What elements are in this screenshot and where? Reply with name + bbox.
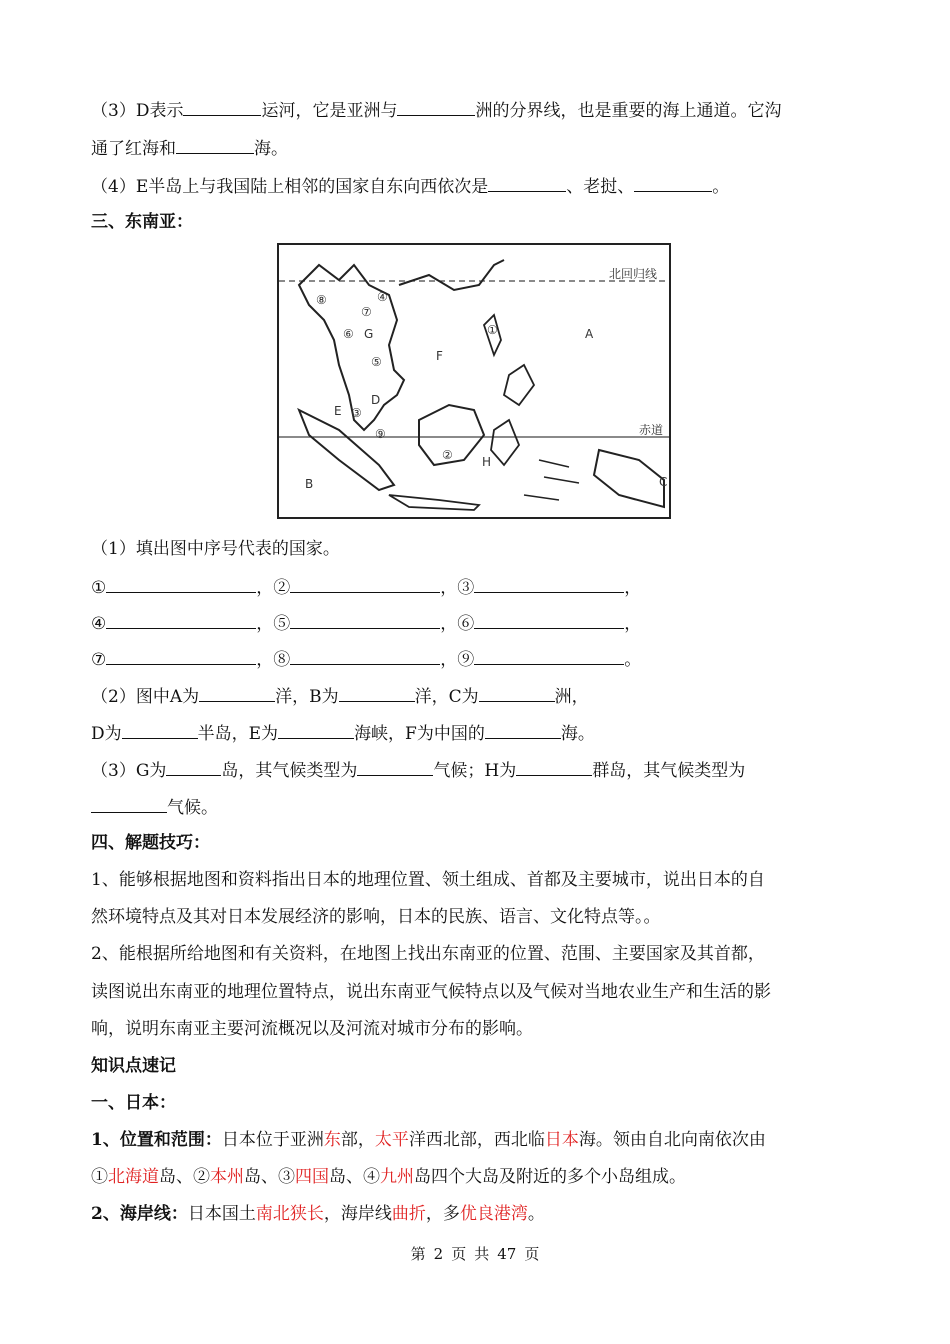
china-coastline	[399, 260, 504, 290]
fill-row-1: ① ，② ，③ ，	[91, 574, 641, 600]
section-title-tips: 四、解题技巧：	[91, 833, 210, 853]
map-number-2: ②	[442, 448, 453, 462]
answer-blank[interactable]	[357, 757, 433, 776]
total-pages: 47	[497, 1245, 517, 1263]
ocean-label-a: A	[585, 327, 594, 341]
sea-q2-line-1: （2）图中A为 洋，B为 洋，C为 洲，	[91, 683, 589, 709]
southeast-asia-map	[277, 243, 671, 519]
mindanao-outline	[504, 365, 534, 405]
knowledge-title: 知识点速记	[91, 1056, 176, 1076]
answer-blank[interactable]	[397, 97, 475, 116]
sulawesi-outline	[491, 420, 519, 465]
fill-row-3: ⑦ ，⑧ ，⑨ 。	[91, 646, 641, 672]
equator-label: 赤道	[639, 423, 664, 437]
tip-1-line-1: 1、能够根据地图和资料指出日本的地理位置、领土组成、首都及主要城市，说出日本的自	[91, 870, 765, 890]
map-number-4: ④	[377, 290, 388, 304]
tip-1-line-2: 然环境特点及其对日本发展经济的影响，日本的民族、语言、文化特点等。。	[91, 907, 661, 927]
map-number-6: ⑥	[343, 327, 354, 341]
islands-label-h: H	[482, 455, 492, 469]
answer-blank[interactable]	[122, 720, 198, 739]
answer-blank[interactable]	[176, 135, 254, 154]
sea-q2-line-2: D为 半岛，E为 海峡，F为中国的 海。	[91, 720, 595, 746]
sea-q3-line-1: （3）G为 岛，其气候类型为 气候；H为 群岛，其气候类型为	[91, 757, 745, 783]
strait-label-e: E	[334, 404, 342, 418]
tip-2-line-2: 读图说出东南亚的地理位置特点，说出东南亚气候特点以及气候对当地农业生产和生活的影	[91, 982, 771, 1002]
answer-blank[interactable]	[474, 610, 624, 629]
answer-blank[interactable]	[278, 720, 354, 739]
japan-p1-line-2: ①北海道岛、②本州岛、③四国岛、④九州岛四个大岛及附近的多个小岛组成。	[91, 1167, 686, 1187]
answer-blank[interactable]	[199, 683, 275, 702]
fill-row-2: ④ ，⑤ ，⑥ ，	[91, 610, 641, 636]
ocean-label-b: B	[305, 477, 314, 491]
java-outline	[389, 495, 479, 510]
page-footer: 第 2 页 共 47 页	[410, 1245, 540, 1263]
map-number-8: ⑧	[316, 293, 327, 307]
answer-blank[interactable]	[166, 757, 221, 776]
answer-blank[interactable]	[634, 173, 712, 192]
map-outline-drawing	[279, 245, 669, 517]
answer-blank[interactable]	[516, 757, 592, 776]
map-number-5: ⑤	[371, 355, 382, 369]
sea-label-f: F	[436, 349, 443, 363]
answer-blank[interactable]	[106, 646, 256, 665]
sea-q1: （1）填出图中序号代表的国家。	[91, 539, 340, 559]
answer-blank[interactable]	[488, 173, 566, 192]
answer-blank[interactable]	[479, 683, 555, 702]
peninsula-label-g: G	[364, 327, 374, 341]
answer-blank[interactable]	[290, 574, 440, 593]
answer-blank[interactable]	[106, 574, 256, 593]
continent-label-c: C	[659, 475, 668, 489]
small-islands	[524, 460, 579, 500]
sumatra-outline	[299, 410, 394, 490]
map-number-9: ⑨	[375, 427, 386, 441]
answer-blank[interactable]	[474, 646, 624, 665]
answer-blank[interactable]	[485, 720, 561, 739]
section-title-southeast-asia: 三、东南亚：	[91, 212, 193, 232]
map-number-7: ⑦	[361, 305, 372, 319]
peninsula-label-d: D	[371, 393, 381, 407]
q3-line-1: （3）D表示 运河，它是亚洲与 洲的分界线，也是重要的海上通道。它沟	[91, 97, 781, 123]
answer-blank[interactable]	[290, 646, 440, 665]
answer-blank[interactable]	[91, 794, 167, 813]
answer-blank[interactable]	[183, 97, 261, 116]
sea-q3-line-2: 气候。	[91, 794, 218, 820]
japan-p2-line: 2、海岸线：日本国土南北狭长，海岸线曲折，多优良港湾。	[91, 1204, 545, 1224]
answer-blank[interactable]	[339, 683, 415, 702]
tip-2-line-1: 2、能根据所给地图和有关资料，在地图上找出东南亚的位置、范围、主要国家及其首都，	[91, 944, 765, 964]
answer-blank[interactable]	[474, 574, 624, 593]
map-number-3: ③	[351, 406, 362, 420]
page-number: 2	[433, 1245, 444, 1263]
japan-p1-line-1: 1、位置和范围：日本位于亚洲东部，太平洋西北部，西北临日本海。领由自北向南依次由	[91, 1130, 766, 1150]
answer-blank[interactable]	[106, 610, 256, 629]
q4-line: （4）E半岛上与我国陆上相邻的国家自东向西依次是 、老挝、 。	[91, 173, 729, 199]
tropic-label: 北回归线	[609, 267, 658, 281]
map-number-1: ①	[487, 323, 498, 337]
answer-blank[interactable]	[290, 610, 440, 629]
q3-line-2: 通了红海和 海。	[91, 135, 288, 161]
new-guinea-outline	[594, 450, 664, 507]
japan-title: 一、日本：	[91, 1093, 176, 1113]
tip-2-line-3: 响，说明东南亚主要河流概况以及河流对城市分布的影响。	[91, 1019, 533, 1039]
